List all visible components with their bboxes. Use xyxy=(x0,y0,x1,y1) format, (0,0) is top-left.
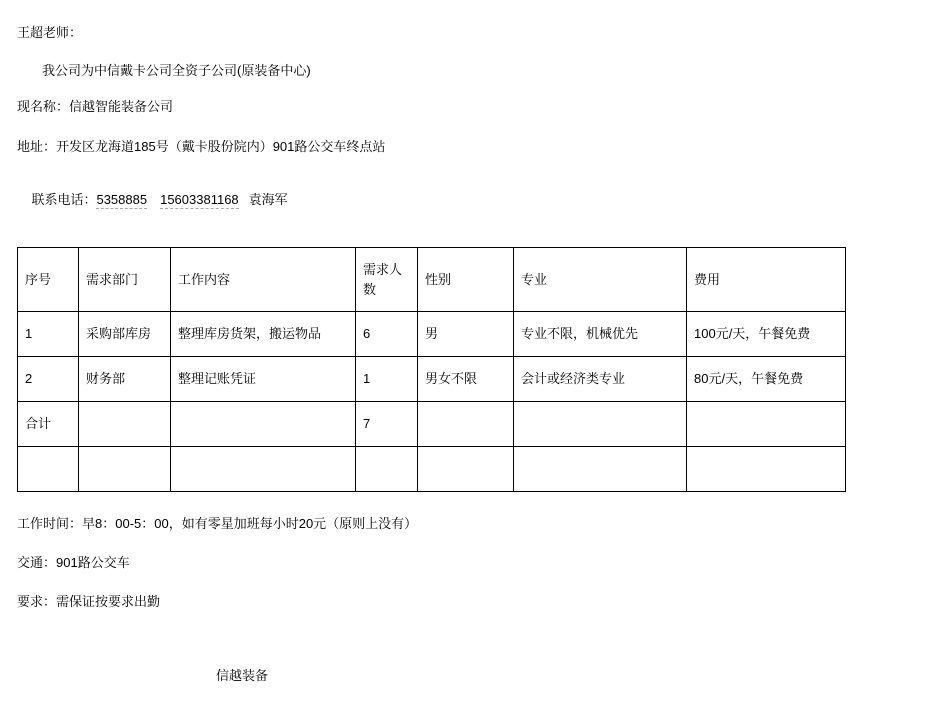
phone-number-2: 15603381168 xyxy=(160,192,239,207)
cell-gender: 男女不限 xyxy=(418,357,514,402)
cell-empty xyxy=(687,402,846,447)
requirements-table xyxy=(17,247,846,492)
work-time-line: 工作时间：早8：00-5：00，如有零星加班每小时20元（原则上没有） xyxy=(17,516,418,531)
cell-department: 财务部 xyxy=(79,357,171,402)
address-line: 地址：开发区龙海道185号（戴卡股份院内）901路公交车终点站 xyxy=(17,139,386,154)
cell-headcount: 6 xyxy=(356,312,418,357)
header-cell-work: 工作内容 xyxy=(171,248,356,312)
table-row xyxy=(18,357,846,402)
cell-total-label: 合计 xyxy=(18,402,79,447)
cell-work: 整理记账凭证 xyxy=(171,357,356,402)
cell-empty xyxy=(418,447,514,492)
cell-work: 整理库房货架，搬运物品 xyxy=(171,312,356,357)
cell-empty xyxy=(79,447,171,492)
header-cell-seq: 序号 xyxy=(18,248,79,312)
cell-empty xyxy=(514,447,687,492)
cell-empty xyxy=(18,447,79,492)
cell-empty xyxy=(418,402,514,447)
contact-line xyxy=(17,177,288,222)
cell-seq: 1 xyxy=(18,312,79,357)
table-row-empty xyxy=(18,447,846,492)
cell-total-headcount: 7 xyxy=(356,402,418,447)
cell-seq: 2 xyxy=(18,357,79,402)
table-header-row xyxy=(18,248,846,312)
cell-major: 专业不限，机械优先 xyxy=(514,312,687,357)
cell-headcount: 1 xyxy=(356,357,418,402)
contact-label: 联系电话： xyxy=(31,192,97,207)
salutation: 王超老师： xyxy=(17,25,83,40)
header-cell-fee: 费用 xyxy=(687,248,846,312)
contact-person-name: 袁海军 xyxy=(248,192,288,207)
cell-fee: 80元/天，午餐免费 xyxy=(687,357,846,402)
table-row-total xyxy=(18,402,846,447)
header-cell-major: 专业 xyxy=(514,248,687,312)
cell-empty xyxy=(356,447,418,492)
cell-empty xyxy=(171,447,356,492)
cell-department: 采购部库房 xyxy=(79,312,171,357)
phone-number-1: 5358885 xyxy=(96,192,148,207)
intro-line: 我公司为中信戴卡公司全资子公司(原装备中心) xyxy=(42,63,311,78)
cell-gender: 男 xyxy=(418,312,514,357)
cell-empty xyxy=(79,402,171,447)
company-name-line: 现名称：信越智能装备公司 xyxy=(17,99,174,114)
signature: 信越装备 xyxy=(216,668,269,683)
cell-empty xyxy=(687,447,846,492)
requirement-line: 要求：需保证按要求出勤 xyxy=(17,594,161,609)
header-cell-headcount: 需求人数 xyxy=(356,248,418,312)
cell-empty xyxy=(514,402,687,447)
cell-major: 会计或经济类专业 xyxy=(514,357,687,402)
header-cell-department: 需求部门 xyxy=(79,248,171,312)
header-cell-gender: 性别 xyxy=(418,248,514,312)
cell-fee: 100元/天，午餐免费 xyxy=(687,312,846,357)
cell-empty xyxy=(171,402,356,447)
table-row xyxy=(18,312,846,357)
transport-line: 交通：901路公交车 xyxy=(17,555,130,570)
